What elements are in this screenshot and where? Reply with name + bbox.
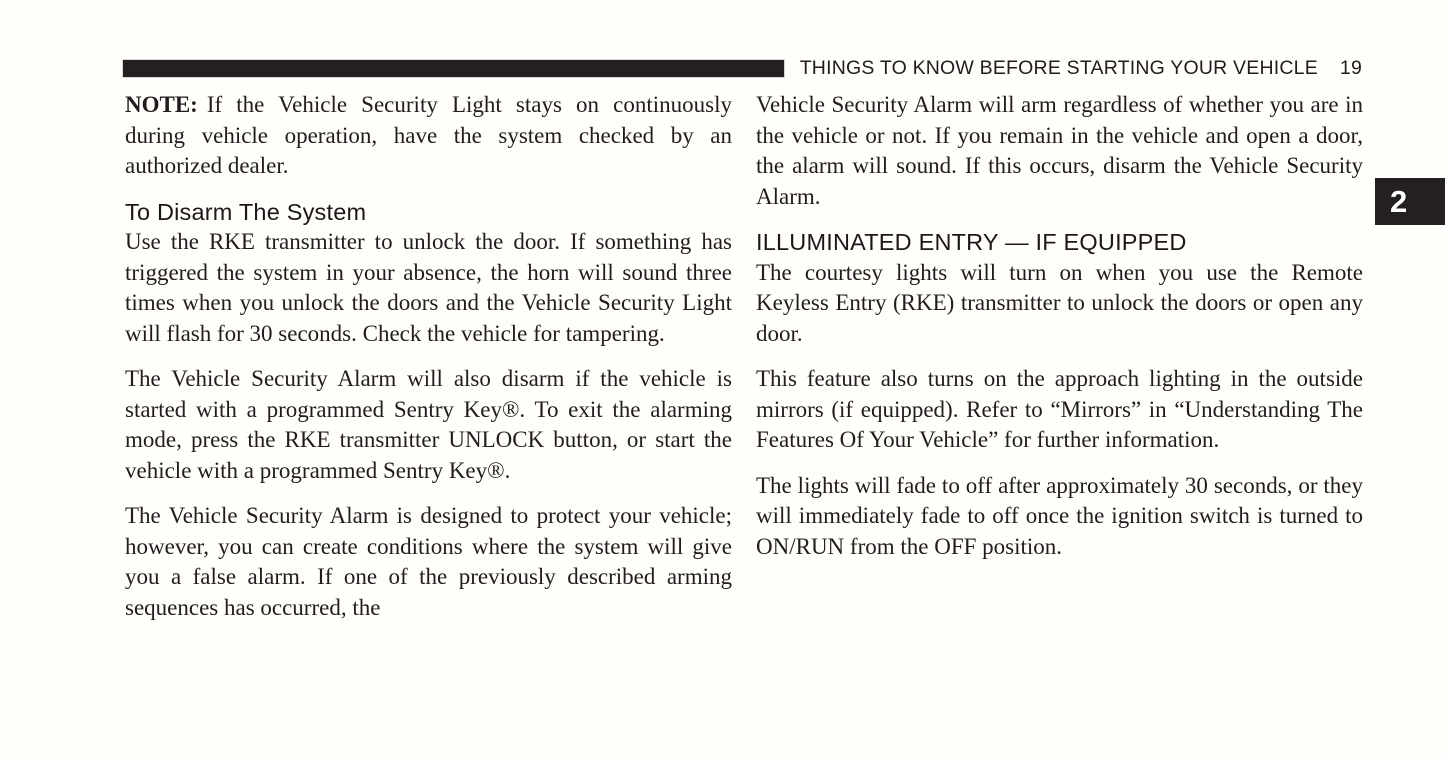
- illuminated-paragraph-1: The courtesy lights will turn on when you use the Remote Keyless Entry (RKE) transmitter to unlock the doors or open any door.: [756, 259, 1363, 346]
- illuminated-paragraph-2: This feature also turns on the approach lighting in the outside mirrors (if equipped). Refer to “Mirrors” in “Understanding The Features Of Your Vehicle” for further information.: [756, 366, 1363, 452]
- right-column: [756, 90, 1363, 638]
- disarm-paragraph-2: The Vehicle Security Alarm will also disarm if the vehicle is started with a programmed Sentry Key®. To exit the alarming mode, press the RKE transmitter UNLOCK button, or start the vehicle with a programmed Sentry Key®.: [125, 366, 732, 483]
- page-header: [123, 57, 1362, 80]
- running-header-title: THINGS TO KNOW BEFORE STARTING YOUR VEHICLE: [799, 57, 1318, 79]
- illuminated-paragraph-3: The lights will fade to off after approximately 30 seconds, or they will immediately fade to off once the ignition switch is turned to ON/RUN from the OFF position.: [756, 472, 1363, 559]
- section-tab: [1375, 178, 1445, 225]
- section-tab-number: 2: [1390, 183, 1408, 219]
- running-header: [800, 57, 1362, 80]
- note-paragraph: [125, 90, 732, 182]
- alarm-continuation-paragraph: Vehicle Security Alarm will arm regardless of whether you are in the vehicle or not. If you remain in the vehicle and open a door, the alarm will sound. If this occurs, disarm the Vehicle Security Alarm.: [756, 92, 1363, 209]
- content-columns: [125, 90, 1363, 638]
- disarm-paragraph-1: Use the RKE transmitter to unlock the door. If something has triggered the system in your absence, the horn will sound three times when you unlock the doors and the Vehicle Security Light will flash for 30 seconds. Check the vehicle for tampering.: [125, 229, 732, 346]
- header-rule-bar: [123, 60, 784, 77]
- note-label: NOTE:: [125, 92, 198, 117]
- note-text: If the Vehicle Security Light stays on continuously during vehicle operation, have the system checked by an authorized dealer.: [125, 92, 732, 178]
- page-number: 19: [1339, 57, 1362, 79]
- disarm-system-heading: To Disarm The System: [125, 198, 367, 225]
- disarm-paragraph-3: The Vehicle Security Alarm is designed to protect your vehicle; however, you can create conditions where the system will give you a false alarm. If one of the previously described arming sequences has occurred, the: [125, 503, 732, 620]
- illuminated-entry-heading: ILLUMINATED ENTRY — IF EQUIPPED: [756, 229, 1187, 255]
- left-column: [125, 90, 732, 638]
